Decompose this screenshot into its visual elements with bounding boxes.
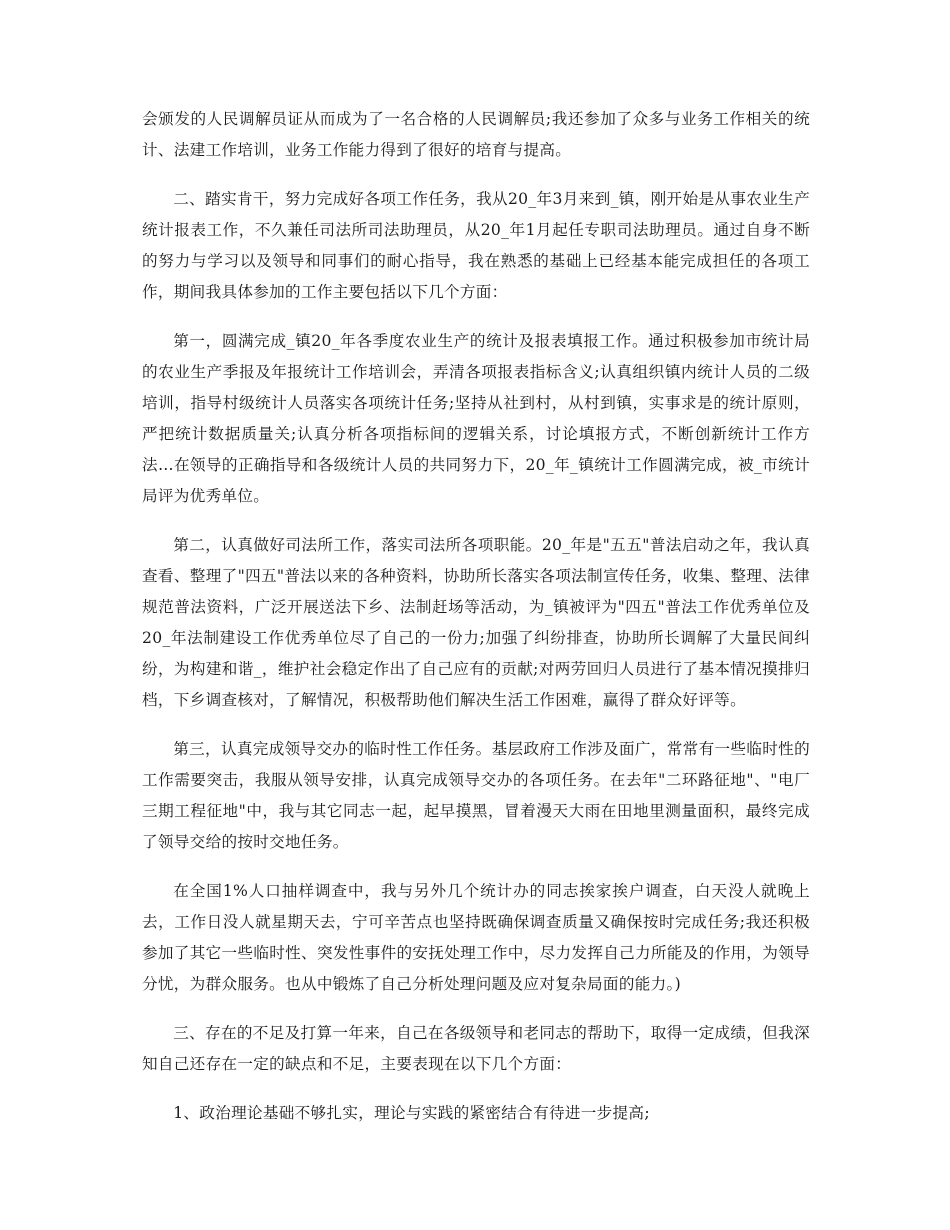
paragraph-4: 第二，认真做好司法所工作，落实司法所各项职能。20_年是"五五"普法启动之年，我认真查看、整理了"四五"普法以来的各种资料，协助所长落实各项法制宣传任务，收集、整理、法律规范普法资料，广泛开展送法下乡、法制赶场等活动，为_镇被评为"四五"普法工作优秀单位及20_年法制建设工作优秀单位尽了自己的一份力;加强了纠纷排查，协助所长调解了大量民间纠纷，为构建和谐_，维护社会稳定作出了自己应有的贡献;对两劳回归人员进行了基本情况摸排归档，下乡调查核对，了解情况，积极帮助他们解决生活工作困难，赢得了群众好评等。 [142, 536, 810, 709]
paragraph-3: 第一，圆满完成_镇20_年各季度农业生产的统计及报表填报工作。通过积极参加市统计局的农业生产季报及年报统计工作培训会，弄清各项报表指标含义;认真组织镇内统计人员的二级培训，指导村级统计人员落实各项统计任务;坚持从社到村，从村到镇，实事求是的统计原则，严把统计数据质量关;认真分析各项指标间的逻辑关系，讨论填报方式，不断创新统计工作方法…在领导的正确指导和各级统计人员的共同努力下，20_年_镇统计工作圆满完成，被_市统计局评为优秀单位。 [142, 332, 810, 505]
paragraph-6: 在全国1%人口抽样调查中，我与另外几个统计办的同志挨家挨户调查，白天没人就晚上去，工作日没人就星期天去，宁可辛苦点也坚持既确保调查质量又确保按时完成任务;我还积极参加了其它一些临时性、突发性事件的安抚处理工作中，尽力发挥自己力所能及的作用，为领导分忧，为群众服务。也从中锻炼了自己分析处理问题及应对复杂局面的能力。) [142, 882, 810, 993]
paragraph-1: 会颁发的人民调解员证从而成为了一名合格的人民调解员;我还参加了众多与业务工作相关的统计、法建工作培训，业务工作能力得到了很好的培育与提高。 [142, 110, 810, 159]
paragraph-7: 三、存在的不足及打算一年来，自己在各级领导和老同志的帮助下，取得一定成绩，但我深知自己还存在一定的缺点和不足，主要表现在以下几个方面： [142, 1024, 810, 1073]
paragraph-5: 第三，认真完成领导交办的临时性工作任务。基层政府工作涉及面广，常常有一些临时性的工作需要突击，我服从领导安排，认真完成领导交办的各项任务。在去年"二环路征地"、"电厂三期工程征地"中，我与其它同志一起，起早摸黑，冒着漫天大雨在田地里测量面积，最终完成了领导交给的按时交地任务。 [142, 740, 810, 851]
document-body [142, 104, 810, 1147]
paragraph-2: 二、踏实肯干，努力完成好各项工作任务，我从20_年3月来到_镇，刚开始是从事农业生产统计报表工作，不久兼任司法所司法助理员，从20_年1月起任专职司法助理员。通过自身不断的努力与学习以及领导和同事们的耐心指导，我在熟悉的基础上已经基本能完成担任的各项工作，期间我具体参加的工作主要包括以下几个方面： [142, 190, 810, 301]
paragraph-8: 1、政治理论基础不够扎实，理论与实践的紧密结合有待进一步提高; [173, 1104, 650, 1122]
